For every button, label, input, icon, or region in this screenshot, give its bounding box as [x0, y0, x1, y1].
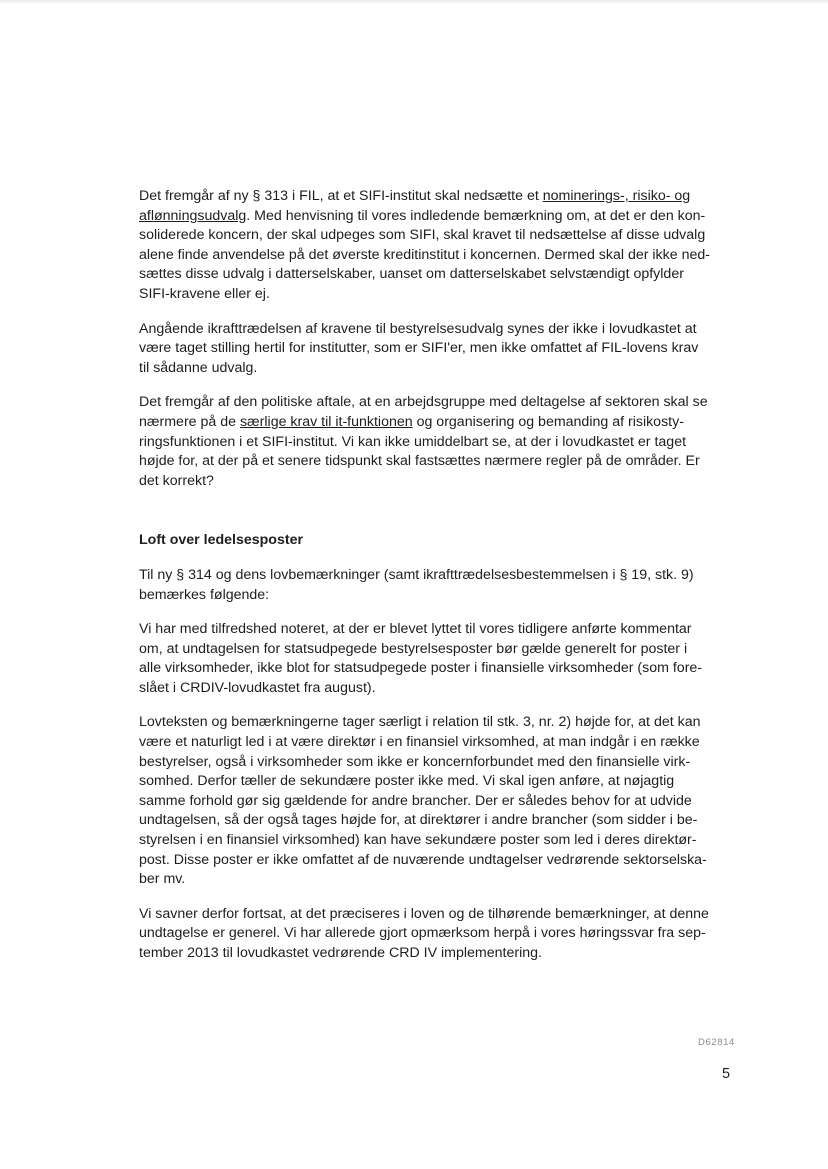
text-line: [139, 413, 733, 433]
text-line: slået i CRDIV-lovudkastet fra august).: [139, 679, 376, 696]
text-line: være et naturligt led i at være direktør i en finansiel virksomhed, at man indgår i en række: [139, 734, 700, 751]
underlined-link-committees: nominerings-, risiko- og: [542, 188, 691, 204]
text-line: undtagelsen, så der også tages højde for, at direktører i andre brancher (som sidder i be-: [139, 812, 698, 829]
text-line: post. Disse poster er ikke omfattet af de nuværende undtagelser vedrørende sektorselska-: [139, 851, 707, 868]
text-line: undtagelse er generel. Vi har allerede gjort opmærksom herpå i vores høringssvar fra sep-: [139, 925, 706, 942]
document-body: [139, 187, 733, 979]
text-line: Vi har med tilfredshed noteret, at der er blevet lyttet til vores tidligere anførte kommentar: [139, 621, 692, 638]
paragraph-working-group: [139, 393, 733, 491]
paragraph-state-appointed-posts: [139, 620, 733, 698]
text-line: ringsfunktionen i et SIFI-institut. Vi kan ikke umiddelbart se, at der i lovudkastet er taget: [139, 433, 687, 450]
page-number: 5: [722, 1066, 731, 1082]
document-code: D62814: [698, 1037, 735, 1048]
page-top-rule: [0, 0, 828, 4]
text-line: være taget stilling hertil for institutter, som er SIFI'er, men ikke omfattet af FIL-lovens krav: [139, 340, 699, 357]
text-segment: . Med henvisning til vores indledende bemærkning om, at det er den kon-: [246, 207, 706, 224]
text-segment: og organisering og bemanding af risikosty-: [412, 413, 684, 430]
text-segment: Det fremgår af ny § 313 i FIL, at et SIFI-institut skal nedsætte et: [139, 188, 543, 204]
text-line: Det fremgår af den politiske aftale, at en arbejdsgruppe med deltagelse af sektoren skal se: [139, 394, 708, 411]
text-line: bestyrelser, også i virksomheder som ikke er koncernforbundet med den finansielle virk-: [139, 753, 691, 770]
underlined-link-remuneration: aflønningsudvalg: [139, 207, 247, 224]
text-segment: nærmere på de: [139, 413, 240, 430]
text-line: SIFI-kravene eller ej.: [139, 285, 270, 302]
text-line: samme forhold gør sig gældende for andre brancher. Der er således behov for at udvide: [139, 792, 692, 809]
text-line: somhed. Derfor tæller de sekundære poster ikke med. Vi skal igen anføre, at nøjagtig: [139, 773, 675, 790]
text-line: om, at undtagelsen for statsudpegede bestyrelsesposter bør gælde generelt for poster i: [139, 640, 688, 657]
paragraph-sifi-committees: [139, 187, 733, 305]
text-line: [139, 207, 733, 227]
paragraph-conclusion: [139, 905, 733, 964]
text-line: til sådanne udvalg.: [139, 359, 258, 376]
text-line: sættes disse udvalg i datterselskaber, uanset om datterselskabet selvstændigt opfylder: [139, 266, 684, 283]
text-line: Angående ikrafttrædelsen af kravene til bestyrelsesudvalg synes der ikke i lovudkastet at: [139, 320, 697, 337]
underlined-link-it-requirements: særlige krav til it-funktionen: [239, 413, 413, 430]
text-line: alle virksomheder, ikke blot for statsudpegede poster i finansielle virksomheder (som fore-: [139, 660, 703, 677]
paragraph-entry-into-force: [139, 320, 733, 379]
text-line: Lovteksten og bemærkningerne tager særligt i relation til stk. 3, nr. 2) højde for, at det kan: [139, 714, 701, 731]
text-line: det korrekt?: [139, 472, 214, 489]
text-line: bemærkes følgende:: [139, 586, 270, 603]
paragraph-section-314-intro: [139, 566, 733, 605]
text-line: [139, 187, 733, 207]
section-heading: Loft over ledelsesposter: [139, 532, 303, 549]
text-line: styrelsen i en finansiel virksomhed) kan have sekundære poster som led i deres direktør-: [139, 832, 697, 849]
text-line: højde for, at der på et senere tidspunkt skal fastsættes nærmere regler på de områder. Er: [139, 453, 700, 470]
text-line: ber mv.: [139, 871, 186, 888]
text-line: soliderede koncern, der skal udpeges som SIFI, skal kravet til nedsættelse af disse udvalg: [139, 227, 706, 244]
paragraph-secondary-posts: [139, 713, 733, 889]
text-line: alene finde anvendelse på det øverste kreditinstitut i koncernen. Dermed skal der ikke ned-: [139, 246, 710, 263]
text-line: Vi savner derfor fortsat, at det præciseres i loven og de tilhørende bemærkninger, at denne: [139, 905, 709, 922]
text-line: tember 2013 til lovudkastet vedrørende CRD IV implementering.: [139, 945, 542, 961]
text-line: Til ny § 314 og dens lovbemærkninger (samt ikrafttrædelsesbestemmelsen i § 19, stk. 9): [139, 566, 694, 583]
